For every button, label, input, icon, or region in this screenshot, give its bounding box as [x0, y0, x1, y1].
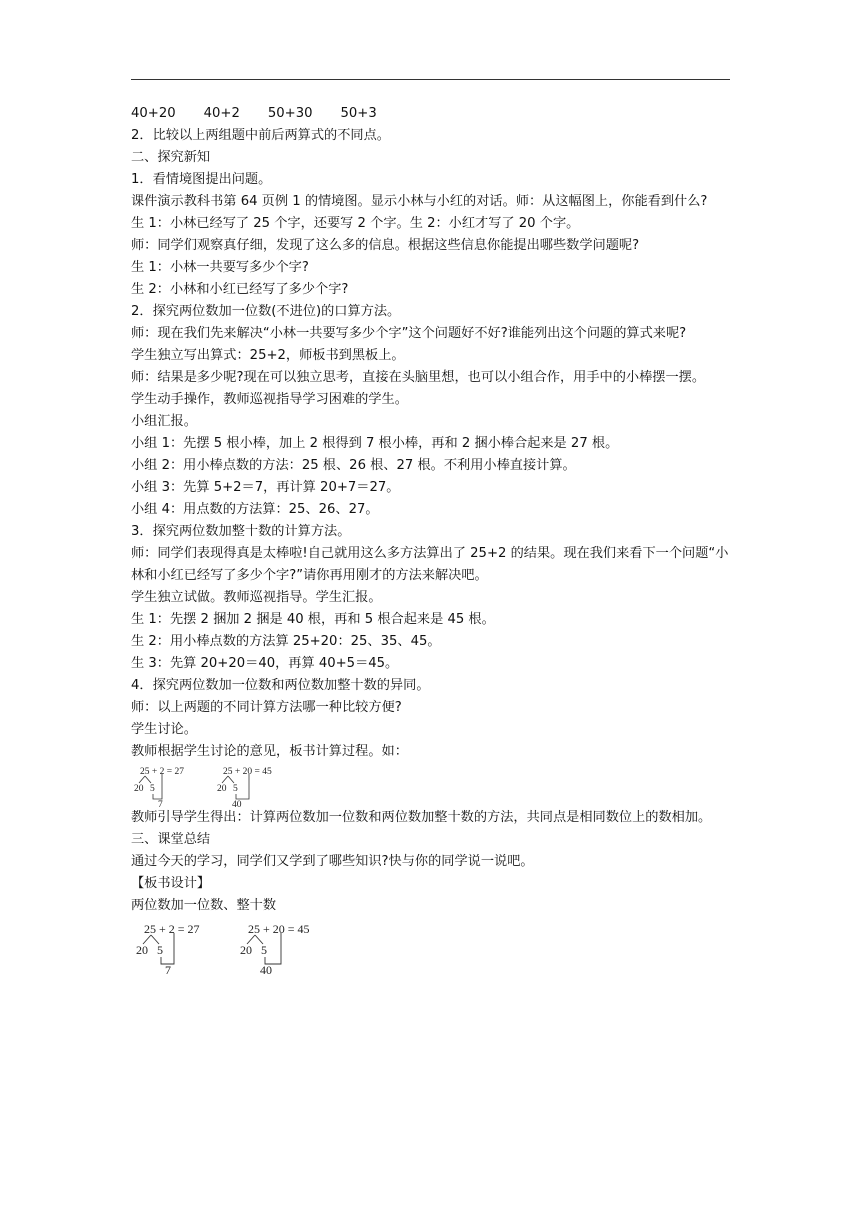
expression: 40+20 — [131, 106, 176, 121]
calculation-diagram-small — [131, 763, 731, 807]
section-heading: 二、探究新知 — [131, 150, 211, 165]
diagram-partial-sum: 7 — [158, 800, 163, 807]
board-diagram-left — [136, 922, 200, 975]
expression: 50+30 — [267, 106, 313, 121]
paragraph: 小组 2：用小棒点数的方法：25 根、26 根、27 根。不利用小棒直接计算。 — [131, 458, 576, 473]
paragraph: 教师根据学生讨论的意见，板书计算过程。如： — [131, 744, 408, 759]
diagram-left — [134, 767, 184, 807]
paragraph: 师：结果是多少呢?现在可以独立思考，直接在头脑里想，也可以小组合作，用手中的小棒摆一摆。 — [131, 370, 706, 385]
paragraph: 生 1：小林一共要写多少个字? — [131, 260, 309, 275]
paragraph: 生 2：用小棒点数的方法算 25+20：25、35、45。 — [131, 634, 441, 649]
paragraph: 教师引导学生得出：计算两位数加一位数和两位数加整十数的方法，共同点是相同数位上的数相加。 — [131, 810, 712, 825]
paragraph: 学生独立试做。教师巡视指导。学生汇报。 — [131, 590, 382, 605]
paragraph: 学生动手操作，教师巡视指导学习困难的学生。 — [131, 392, 408, 407]
paragraph: 师：以上两题的不同计算方法哪一种比较方便? — [131, 700, 402, 715]
diagram-partial-sum: 40 — [232, 800, 242, 807]
paragraph: 师：现在我们先来解决“小林一共要写多少个字”这个问题好不好?谁能列出这个问题的算式来呢? — [131, 326, 687, 341]
board-diagram-svg — [131, 917, 731, 975]
paragraph: 通过今天的学习，同学们又学到了哪些知识?快与你的同学说一说吧。 — [131, 854, 534, 869]
paragraph: 生 3：先算 20+20＝40，再算 40+5＝45。 — [131, 656, 399, 671]
paragraph: 4．探究两位数加一位数和两位数加整十数的异同。 — [131, 678, 430, 693]
diagram-split-tens: 20 — [134, 784, 144, 794]
diagram-equation: 25 + 2 = 27 — [140, 767, 184, 777]
section-heading: 三、课堂总结 — [131, 832, 211, 847]
diagram-split-tens: 20 — [217, 784, 227, 794]
board-design-heading: 【板书设计】 — [131, 876, 211, 891]
board-split-ones: 5 — [157, 943, 163, 957]
board-diagram-right — [240, 922, 310, 975]
board-equation: 25 + 20 = 45 — [248, 922, 310, 936]
board-equation: 25 + 2 = 27 — [144, 922, 200, 936]
expression: 40+2 — [203, 106, 240, 121]
paragraph: 师：同学们观察真仔细，发现了这么多的信息。根据这些信息你能提出哪些数学问题呢? — [131, 238, 640, 253]
paragraph: 3．探究两位数加整十数的计算方法。 — [131, 524, 351, 539]
board-partial-sum: 7 — [165, 963, 171, 975]
paragraph: 课件演示教科书第 64 页例 1 的情境图。显示小林与小红的对话。师：从这幅图上，你能看到什么? — [131, 194, 708, 209]
paragraph: 小组 4：用点数的方法算：25、26、27。 — [131, 502, 379, 517]
paragraph: 2．探究两位数加一位数(不进位)的口算方法。 — [131, 304, 401, 319]
paragraph: 生 1：先摆 2 捆加 2 捆是 40 根，再和 5 根合起来是 45 根。 — [131, 612, 495, 627]
paragraph: 学生讨论。 — [131, 722, 197, 737]
paragraph: 小组 3：先算 5+2＝7，再计算 20+7＝27。 — [131, 480, 400, 495]
paragraph: 师：同学们表现得真是太棒啦!自己就用这么多方法算出了 25+2 的结果。现在我们来看下一个问题“小林和小红已经写了多少个字?”请你再用刚才的方法来解决吧。 — [131, 546, 729, 583]
diagram-equation: 25 + 20 = 45 — [223, 767, 272, 777]
board-split-ones: 5 — [261, 943, 267, 957]
expression: 50+3 — [340, 106, 377, 121]
diagram-split-ones: 5 — [150, 784, 155, 794]
paragraph: 2．比较以上两组题中前后两算式的不同点。 — [131, 128, 390, 143]
board-split-tens: 20 — [136, 943, 148, 957]
paragraph: 小组汇报。 — [131, 414, 197, 429]
diagram-split-ones: 5 — [233, 784, 238, 794]
document-body — [131, 103, 731, 975]
warmup-expressions — [131, 103, 731, 125]
board-title: 两位数加一位数、整十数 — [131, 898, 277, 913]
board-partial-sum: 40 — [260, 963, 272, 975]
paragraph: 生 1：小林已经写了 25 个字，还要写 2 个字。生 2：小红才写了 20 个字。 — [131, 216, 580, 231]
board-split-tens: 20 — [240, 943, 252, 957]
calculation-diagram-svg — [131, 763, 731, 807]
paragraph: 生 2：小林和小红已经写了多少个字? — [131, 282, 349, 297]
paragraph: 学生独立写出算式：25+2，师板书到黑板上。 — [131, 348, 405, 363]
diagram-right — [217, 767, 272, 807]
header-rule — [131, 79, 730, 80]
board-diagram — [131, 917, 731, 975]
paragraph: 1．看情境图提出问题。 — [131, 172, 272, 187]
paragraph: 小组 1：先摆 5 根小棒，加上 2 根得到 7 根小棒，再和 2 捆小棒合起来是 27 根。 — [131, 436, 619, 451]
